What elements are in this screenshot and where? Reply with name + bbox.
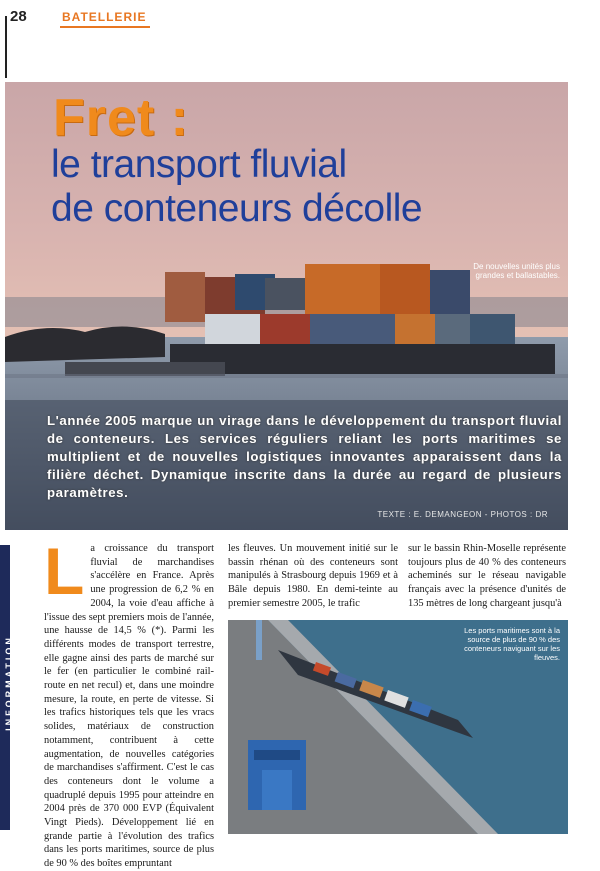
photo-caption-top: De nouvelles unités plus grandes et ballastables. [473,262,560,280]
header-rule [60,26,150,28]
port-photo [228,620,568,834]
page-header [10,6,600,28]
photo-caption-bottom: Les ports maritimes sont à la source de plus de 90 % des conteneurs naviguant sur les fleuves. [464,626,560,662]
body-column-2-text: les fleuves. Un mouvement initié sur le bassin rhénan où des conteneurs sont manipulés à Strasbourg depuis 1969 et à Bâle depuis 1980. En demi-teinte au premier semestre 2005, le trafic [228,543,398,609]
side-strip-label: INFORMATION [4,635,14,731]
page-number: 28 [10,8,27,25]
credits: TEXTE : E. DEMANGEON - PHOTOS : DR [377,510,548,519]
body-column-3 [408,542,566,611]
body-column-1 [44,534,214,871]
body-column-1-text: a croissance du transport fluvial de marchandises s'accélère en France. Après une progression de 6,2 % en 2004, la voie d'eau affiche à l'issue des sept premiers mois de l'année, une hausse de 14,5 % (*). Parmi les différents modes de transport terrestre, elle gagne ainsi des parts de marché sur le fer (en particulier le combiné rail-route en net recul) et, dans une moindre mesure, la route, en perte de vitesse. Si les trafics historiques tels que les vracs solides, matériaux de construction notamment, contribuent à cette augmentation, de nouvelles catégories de marchandises s'affirment. C'est le cas des conteneurs dont le volume a quadruplé depuis 1995 pour atteindre en 2004 près de 370 000 EVP (Équivalent Vingt Pieds). Développement lié en grande partie à l'évolution des trafics dans les ports maritimes, source de plus de 90 % des boîtes empruntant [44,543,214,870]
lead-paragraph: L'année 2005 marque un virage dans le développement du transport fluvial de conteneurs. Les services réguliers reliant les ports maritimes se multiplient et de nouvelles logistiques innovantes apparaissent dans la filière déchet. Dynamique inscrite dans la durée au regard de plusieurs paramètres. [47,413,562,500]
title-line-3: de conteneurs décolle [51,187,423,230]
hero-photo [5,82,568,530]
section-rubric: BATELLERIE [62,10,147,24]
drop-cap: L [44,534,85,608]
title-line-2: le transport fluvial [51,143,347,186]
side-rule [5,16,7,78]
body-column-2 [228,542,398,611]
title-line-1: Fret : [53,89,189,147]
body-column-3-text: sur le bassin Rhin-Moselle représente toujours plus de 40 % des conteneurs acheminés sur le réseau navigable français avec la présence d'unités de 135 mètres de long chargeant jusqu'à [408,543,566,609]
